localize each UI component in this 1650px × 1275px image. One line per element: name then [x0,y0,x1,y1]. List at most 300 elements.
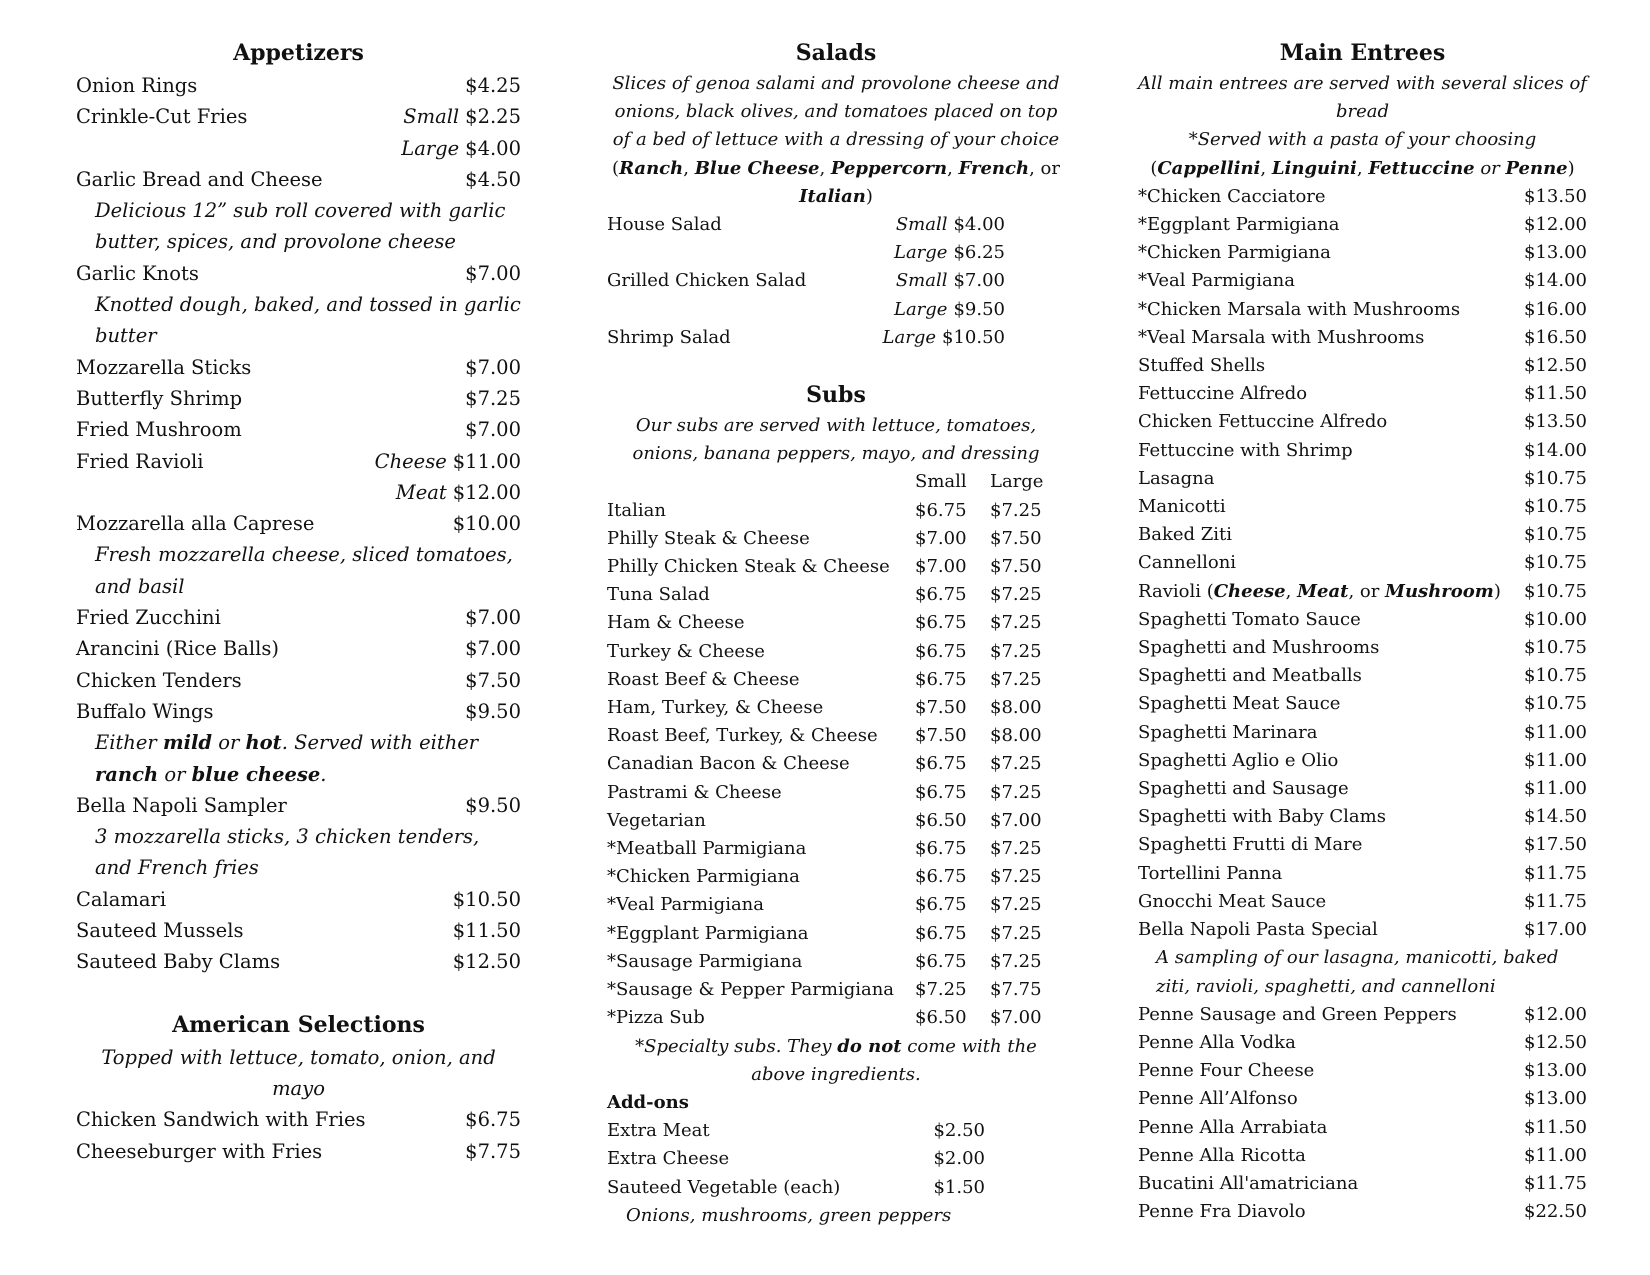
addons-list [607,1117,1065,1202]
menu-item [1138,775,1587,803]
small-price: $6.75 [915,866,967,888]
item-name: Spaghetti Frutti di Mare [1138,834,1363,856]
menu-item [607,920,1065,948]
menu-item [1138,1001,1587,1029]
item-name: Sauteed Baby Clams [76,950,281,974]
salads-intro: Slices of genoa salami and provolone cheese and onions, black olives, and tomatoes placed on top of a bed of lettuce with a dressing of your choice (Ranch, Blue Cheese, Peppercorn, French, or Italian) [612,73,1060,207]
small-price: $6.50 [915,809,967,831]
small-price: $6.75 [915,894,967,916]
item-name: Tortellini Panna [1138,862,1283,884]
item-price: $2.25 [465,105,521,129]
appetizers-title: Appetizers [233,40,364,66]
entrees-list [1138,1001,1587,1227]
large-price: $7.25 [990,922,1042,944]
item-name: Crinkle-Cut Fries [76,105,248,129]
item-price: $17.50 [1524,834,1587,856]
item-name: Spaghetti Meat Sauce [1138,693,1341,715]
salads-subs-column [607,36,1065,1230]
item-price: $7.75 [465,1139,521,1163]
small-price: $7.00 [915,556,967,578]
entrees-pasta-note: *Served with a pasta of your choosing [1188,129,1537,151]
menu-item [1138,211,1587,239]
pasta-choices: (Cappellini, Linguini, Fettuccine or Penne) [1150,157,1575,179]
item-description: A sampling of our lasagna, manicotti, baked ziti, ravioli, spaghetti, and cannelloni [1156,947,1559,997]
menu-item [1138,1170,1587,1198]
small-column-header: Small [915,471,967,493]
menu-item [1138,408,1587,436]
item-name: Fried Zucchini [76,606,221,630]
item-price: $12.00 [452,480,521,504]
item-price: $11.00 [452,449,521,473]
item-description: Either mild or hot. Served with either ranch or blue cheese. [95,731,479,786]
item-name: *Pizza Sub [607,1007,705,1029]
item-price: $10.00 [452,512,521,536]
small-price: $6.75 [915,612,967,634]
item-name: Penne Alla Vodka [1138,1031,1296,1053]
large-price: $7.00 [990,1007,1042,1029]
menu-item [607,694,1065,722]
menu-item-size-row [607,239,1065,267]
item-name: Pastrami & Cheese [607,781,782,803]
item-price: $7.25 [465,386,521,410]
item-price: $2.00 [933,1148,985,1170]
large-price: $8.00 [990,725,1042,747]
item-name: Mozzarella Sticks [76,355,252,379]
item-name: Bella Napoli Sampler [76,793,287,817]
item-price: $12.00 [1524,1003,1587,1025]
large-price: $7.25 [990,894,1042,916]
item-name: *Veal Parmigiana [607,894,765,916]
menu-item [607,609,1065,637]
size-label: Small [895,270,948,292]
item-price: $10.00 [1524,608,1587,630]
item-price: $9.50 [465,699,521,723]
menu-item [607,211,1065,239]
large-price: $7.25 [990,753,1042,775]
subs-title: Subs [806,382,866,409]
item-name: Buffalo Wings [76,699,214,723]
item-price: $7.00 [953,270,1005,292]
menu-item [607,863,1065,891]
menu-item [76,101,521,132]
menu-item [76,446,521,477]
small-price: $6.75 [915,922,967,944]
item-price: $11.00 [1524,749,1587,771]
item-price: $13.00 [1524,242,1587,264]
subs-note: *Specialty subs. They do not come with the above ingredients. [635,1035,1037,1085]
item-price: $17.00 [1524,919,1587,941]
menu-item-size-row [607,296,1065,324]
item-name: Spaghetti Aglio e Olio [1138,749,1339,771]
item-name: Turkey & Cheese [607,640,765,662]
menu-item [607,581,1065,609]
menu-item [607,976,1065,1004]
large-price: $7.25 [990,499,1042,521]
menu-item [1138,521,1587,549]
large-price: $7.25 [990,612,1042,634]
item-price: $12.50 [452,950,521,974]
subs-list [607,497,1065,1033]
item-name: Cheeseburger with Fries [76,1139,323,1163]
size-label: Small [403,105,460,129]
salads-title: Salads [795,40,877,66]
item-name: Fettuccine Alfredo [1138,383,1308,405]
menu-item [1138,803,1587,831]
item-name: Onion Rings [76,74,198,97]
item-name: *Chicken Marsala with Mushrooms [1138,298,1461,320]
menu-item [607,722,1065,750]
addon-item [607,1174,1065,1202]
american-selections-title: American Selections [172,1011,425,1038]
item-name: Canadian Bacon & Cheese [607,753,850,775]
item-price: $11.00 [1524,778,1587,800]
item-price: $11.75 [1524,862,1587,884]
menu-item [607,267,1065,295]
item-price: $7.00 [465,355,521,379]
item-name: Penne Fra Diavolo [1138,1201,1306,1223]
menu-item [76,1136,521,1167]
menu-item [76,790,521,821]
menu-item [607,750,1065,778]
item-price: $11.00 [1524,1144,1587,1166]
small-price: $6.75 [915,753,967,775]
item-description: Knotted dough, baked, and tossed in garlic butter [95,293,521,348]
item-name: Spaghetti Marinara [1138,721,1318,743]
item-name: *Meatball Parmigiana [607,838,807,860]
menu-item [607,807,1065,835]
item-description: 3 mozzarella sticks, 3 chicken tenders, and French fries [95,825,480,880]
menu-item [1138,888,1587,916]
item-price: $12.50 [1524,1031,1587,1053]
small-price: $7.00 [915,527,967,549]
item-price: $4.50 [465,167,521,191]
menu-item [76,915,521,946]
item-name: *Veal Parmigiana [1138,270,1296,292]
item-name: Chicken Tenders [76,668,242,692]
menu-item [607,948,1065,976]
item-name: Shrimp Salad [607,326,731,348]
item-name: Sauteed Vegetable (each) [607,1176,841,1198]
item-price: $7.00 [465,261,521,285]
item-name: Spaghetti with Baby Clams [1138,806,1386,828]
size-label: Large [401,136,460,160]
addon-item [607,1145,1065,1173]
menu-item [1138,296,1587,324]
item-name: Fried Ravioli [76,449,204,473]
item-name: Cannelloni [1138,552,1237,574]
item-price: $16.50 [1524,326,1587,348]
item-name: Stuffed Shells [1138,355,1266,377]
item-price: $7.00 [465,637,521,661]
menu-item [76,1104,521,1135]
item-price: $9.50 [953,298,1005,320]
item-price: $14.00 [1524,439,1587,461]
menu-item [607,1004,1065,1032]
menu-item [76,696,521,727]
menu-item [1138,324,1587,352]
menu-item [607,525,1065,553]
entrees-intro: All main entrees are served with several slices of bread [1138,73,1587,123]
menu-item [607,666,1065,694]
menu-item [1138,239,1587,267]
large-price: $8.00 [990,697,1042,719]
item-price: $4.25 [465,74,521,97]
item-price: $6.75 [465,1108,521,1132]
entrees-column [1138,36,1587,1226]
small-price: $7.25 [915,979,967,1001]
size-label: Small [895,214,948,236]
menu-item [1138,1029,1587,1057]
item-price: $13.00 [1524,1060,1587,1082]
addons-title: Add-ons [607,1091,689,1113]
menu-item-size-row [76,133,521,164]
item-price: $10.50 [452,887,521,911]
item-price: $11.00 [1524,721,1587,743]
menu-item [76,602,521,633]
item-name: Ham, Turkey, & Cheese [607,697,824,719]
item-price: $10.75 [1524,665,1587,687]
item-name: Spaghetti and Mushrooms [1138,637,1380,659]
item-price: $11.50 [1524,1116,1587,1138]
size-label: Large [882,326,937,348]
item-price: $13.50 [1524,411,1587,433]
menu-item [76,383,521,414]
menu-item [1138,1142,1587,1170]
item-price: $10.75 [1524,637,1587,659]
small-price: $6.75 [915,668,967,690]
small-price: $6.75 [915,499,967,521]
item-name: Extra Meat [607,1120,710,1142]
subs-column-headers [607,468,1065,496]
item-name: Penne Sausage and Green Peppers [1138,1003,1457,1025]
menu-item [76,164,521,195]
item-name: Roast Beef, Turkey, & Cheese [607,725,878,747]
small-price: $6.75 [915,584,967,606]
large-price: $7.50 [990,556,1042,578]
menu-item [1138,662,1587,690]
item-name: Tuna Salad [607,584,710,606]
menu-item [1138,634,1587,662]
menu-item [1138,352,1587,380]
menu-item [1138,747,1587,775]
large-price: $7.25 [990,866,1042,888]
item-description: Fresh mozzarella cheese, sliced tomatoes, and basil [95,543,513,598]
menu-item [76,633,521,664]
item-price: $4.00 [465,136,521,160]
item-name: Roast Beef & Cheese [607,668,800,690]
item-name: Bucatini All'amatriciana [1138,1172,1359,1194]
item-price: $10.75 [1524,580,1587,602]
menu-item [1138,1198,1587,1226]
large-price: $7.25 [990,584,1042,606]
menu-item [1138,549,1587,577]
item-price: $11.75 [1524,890,1587,912]
item-price: $11.50 [452,919,521,943]
large-column-header: Large [990,471,1044,493]
small-price: $7.50 [915,725,967,747]
item-price: $9.50 [465,793,521,817]
item-price: $13.00 [1524,1088,1587,1110]
menu-item [1138,860,1587,888]
item-name: Arancini (Rice Balls) [76,637,279,661]
item-price: $7.50 [465,668,521,692]
small-price: $6.75 [915,640,967,662]
menu-item [76,508,521,539]
item-name: House Salad [607,214,722,236]
item-name: *Eggplant Parmigiana [1138,214,1340,236]
menu-item [76,258,521,289]
item-price: $10.75 [1524,467,1587,489]
menu-item [76,70,521,101]
small-price: $7.50 [915,697,967,719]
item-name: Garlic Bread and Cheese [76,167,323,191]
menu-item [607,638,1065,666]
menu-item [607,324,1065,352]
menu-item [1138,1114,1587,1142]
small-price: $6.75 [915,781,967,803]
small-price: $6.75 [915,950,967,972]
menu-item [76,946,521,977]
item-name: Garlic Knots [76,261,199,285]
menu-item [1138,183,1587,211]
menu-item [1138,1057,1587,1085]
item-price: $2.50 [933,1120,985,1142]
item-name: Fried Mushroom [76,418,242,442]
item-price: $4.00 [953,214,1005,236]
item-price: $22.50 [1524,1201,1587,1223]
item-name: *Chicken Cacciatore [1138,185,1326,207]
item-price: $10.50 [942,326,1005,348]
variant-label: Cheese [374,449,447,473]
menu-item [1138,719,1587,747]
item-price: $10.75 [1524,524,1587,546]
large-price: $7.25 [990,781,1042,803]
item-name: Spaghetti and Sausage [1138,778,1349,800]
large-price: $7.00 [990,809,1042,831]
addon-item [607,1117,1065,1145]
large-price: $7.25 [990,838,1042,860]
item-price: $12.50 [1524,355,1587,377]
item-name: Sauteed Mussels [76,919,244,943]
item-price: $13.50 [1524,185,1587,207]
item-name: Lasagna [1138,467,1215,489]
item-name: Fettuccine with Shrimp [1138,439,1353,461]
item-name: *Sausage & Pepper Parmigiana [607,979,895,1001]
size-label: Large [894,298,948,320]
menu-item [607,553,1065,581]
item-name: Mozzarella alla Caprese [76,512,315,536]
small-price: $6.50 [915,1007,967,1029]
item-description: Delicious 12” sub roll covered with garlic butter, spices, and provolone cheese [95,199,506,254]
entrees-list [1138,606,1587,944]
item-name: Chicken Sandwich with Fries [76,1108,366,1132]
item-price: $10.75 [1524,552,1587,574]
item-name: *Chicken Parmigiana [607,866,800,888]
item-name: Chicken Fettuccine Alfredo [1138,411,1388,433]
item-price: $11.75 [1524,1172,1587,1194]
menu-item [1138,465,1587,493]
item-price: $14.00 [1524,270,1587,292]
menu-item [1138,578,1587,606]
item-price: $10.75 [1524,496,1587,518]
item-price: $10.75 [1524,693,1587,715]
menu-item [76,665,521,696]
variant-label: Meat [395,480,447,504]
menu-item [1138,493,1587,521]
item-name: Grilled Chicken Salad [607,270,807,292]
item-name: Gnocchi Meat Sauce [1138,890,1327,912]
item-name: Philly Chicken Steak & Cheese [607,556,890,578]
item-name: Ravioli (Cheese, Meat, or Mushroom) [1138,580,1501,602]
menu-item [607,497,1065,525]
item-name: Manicotti [1138,496,1226,518]
appetizers-column [76,36,521,1167]
american-intro: Topped with lettuce, tomato, onion, and mayo [101,1045,496,1100]
item-price: $1.50 [933,1176,985,1198]
item-price: $14.50 [1524,806,1587,828]
large-price: $7.25 [990,640,1042,662]
item-name: *Sausage Parmigiana [607,950,803,972]
item-name: Philly Steak & Cheese [607,527,810,549]
menu-item [1138,690,1587,718]
addons-description: Onions, mushrooms, green peppers [626,1204,952,1226]
large-price: $7.50 [990,527,1042,549]
item-name: Penne Alla Arrabiata [1138,1116,1328,1138]
item-name: Italian [607,499,666,521]
item-name: Spaghetti Tomato Sauce [1138,608,1361,630]
menu-item [607,891,1065,919]
item-price: $12.00 [1524,214,1587,236]
small-price: $6.75 [915,838,967,860]
item-name: Bella Napoli Pasta Special [1138,919,1378,941]
menu-item [607,835,1065,863]
item-price: $6.25 [953,242,1005,264]
item-name: Penne Four Cheese [1138,1060,1315,1082]
subs-intro: Our subs are served with lettuce, tomatoes, onions, banana peppers, mayo, and dressing [632,415,1040,465]
item-name: *Chicken Parmigiana [1138,242,1331,264]
item-price: $11.50 [1524,383,1587,405]
menu-item [1138,437,1587,465]
menu-item-variant-row [76,477,521,508]
size-label: Large [894,242,948,264]
item-name: *Veal Marsala with Mushrooms [1138,326,1425,348]
menu-item [1138,1085,1587,1113]
menu-item [1138,831,1587,859]
large-price: $7.75 [990,979,1042,1001]
item-name: Calamari [76,887,167,911]
item-name: Spaghetti and Meatballs [1138,665,1362,687]
item-price: $7.00 [465,418,521,442]
item-price: $16.00 [1524,298,1587,320]
menu-item [76,352,521,383]
menu-item [1138,267,1587,295]
menu-item [1138,916,1587,944]
menu-item [1138,606,1587,634]
item-name: Baked Ziti [1138,524,1233,546]
large-price: $7.25 [990,668,1042,690]
menu-item [607,779,1065,807]
item-name: Extra Cheese [607,1148,730,1170]
entrees-title: Main Entrees [1279,40,1446,66]
item-name: Butterfly Shrimp [76,386,243,410]
large-price: $7.25 [990,950,1042,972]
item-name: *Eggplant Parmigiana [607,922,809,944]
menu-item [76,884,521,915]
entrees-list [1138,183,1587,578]
item-name: Vegetarian [607,809,706,831]
item-name: Ham & Cheese [607,612,745,634]
item-name: Penne All’Alfonso [1138,1088,1298,1110]
